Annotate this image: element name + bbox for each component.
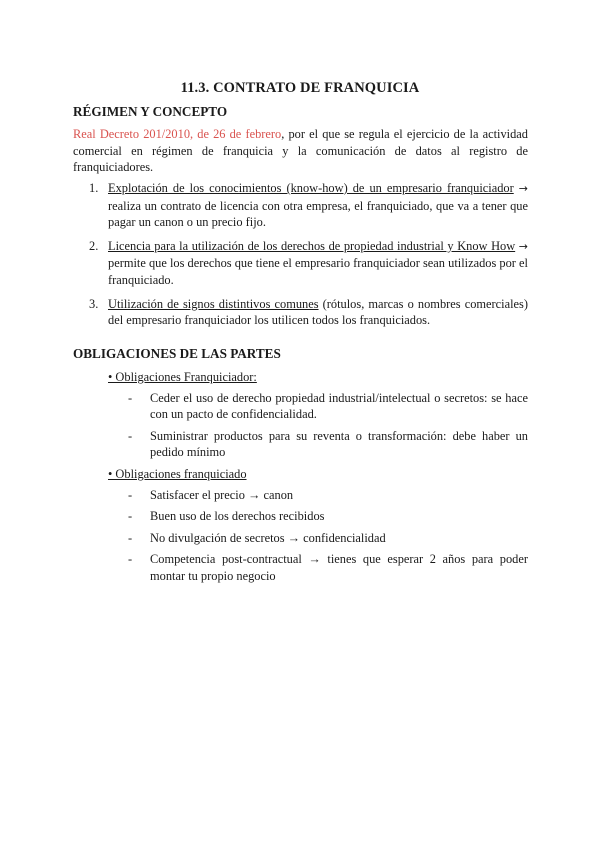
item-text: No divulgación de secretos → confidencialidad (150, 530, 386, 545)
dash-list (108, 487, 528, 585)
intro-paragraph (73, 126, 528, 176)
item-number: 2. (89, 238, 99, 253)
list-item (128, 551, 528, 584)
item-text: Ceder el uso de derecho propiedad industrial/intelectual o secretos: se hace con un pacto de confidencialidad. (150, 390, 528, 422)
list-item (128, 487, 528, 504)
list-item (128, 428, 528, 461)
dash-bullet: - (128, 428, 133, 443)
intro-text: , por el que se regula el ejercicio de la actividad comercial en régimen de franquicia y la comunicación de datos al registro de franquiciadores. (73, 127, 528, 175)
list-item (73, 238, 528, 289)
list-item (128, 390, 528, 423)
obligaciones-franquiciador (108, 369, 528, 466)
legal-reference: Real Decreto 201/2010, de 26 de febrero (73, 127, 282, 141)
item-title: Explotación de los conocimientos (know-how) de un empresario franquiciador (108, 181, 514, 195)
item-title: Utilización de signos distintivos comunes (108, 296, 319, 311)
item-number: 1. (89, 181, 99, 195)
item-title: Licencia para la utilización de los derechos de propiedad industrial y Know How (108, 238, 516, 253)
dash-bullet: - (128, 509, 133, 524)
item-text: Satisfacer el precio → canon (150, 487, 294, 502)
dash-bullet: - (128, 552, 133, 567)
regimen-list (73, 180, 528, 336)
section-heading-obligaciones: OBLIGACIONES DE LAS PARTES (73, 346, 281, 361)
section-heading-regimen: RÉGIMEN Y CONCEPTO (73, 104, 228, 119)
list-item (128, 530, 528, 547)
dash-bullet: - (128, 390, 133, 405)
dash-list (108, 390, 528, 461)
dash-bullet: - (128, 487, 133, 502)
item-text: Suministrar productos para su reventa o transformación: debe haber un pedido mínimo (150, 428, 528, 460)
obligaciones-franquiciado (108, 466, 528, 590)
item-text: Competencia post-contractual → tienes que esperar 2 años para poder montar tu propio negocio (150, 552, 528, 583)
dash-bullet: - (128, 530, 133, 545)
item-text: (rótulos, marcas o nombres comerciales) del empresario franquiciador los utilicen todos los franquiciados. (108, 296, 528, 328)
subsection-heading: • Obligaciones Franquiciador: (108, 370, 257, 384)
item-text: Buen uso de los derechos recibidos (150, 509, 325, 524)
list-item (128, 508, 528, 525)
arrow-icon: → (518, 182, 528, 195)
list-item (73, 296, 528, 329)
item-text: realiza un contrato de licencia con otra empresa, el franquiciado, que va a tener que pagar un canon o un precio fijo. (108, 198, 528, 230)
list-item (73, 180, 528, 231)
item-number: 3. (89, 296, 99, 311)
arrow-icon: → (518, 239, 528, 253)
subsection-heading: • Obligaciones franquiciado (108, 467, 247, 481)
item-text: permite que los derechos que tiene el empresario franquiciador sean utilizados por el franquiciado. (108, 256, 528, 287)
page-title: 11.3. CONTRATO DE FRANQUICIA (180, 80, 420, 96)
